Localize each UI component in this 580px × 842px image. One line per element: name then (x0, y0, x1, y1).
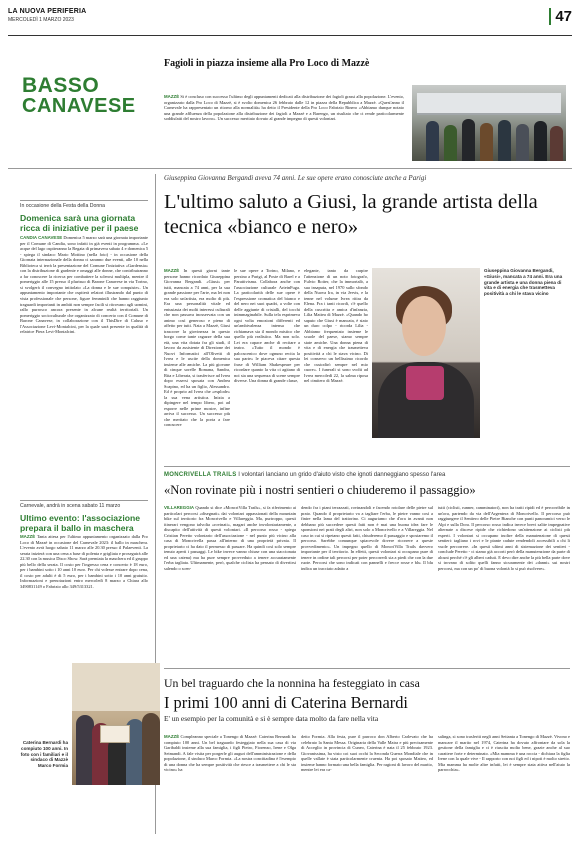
moncrivella-col1-text: Quando si dice «MoncriVilla Trails», si fa riferimento ai particolari percorsi «disegnati» dai volontari appassionati della mountain bike sul territorio fra Moncrivello e Villareggia. Ma, purtroppo, questi itinerari vengono talvolta «rovinati», magari anche involontariamente, a discapito dell'attività di questi volontari. «Il percorso rosso - spiega Cristian Peretto volontario dell'associazione - nel punto più vicino alla casa di Moncrivella passa all'interno di una proprietà privata. Il proprietario ci ha dato il permesso di passare. Ha quindi così solo sempre tenuto aperti i passaggi. Le bike invece vanno chiuse con una staccionata ed una catena) ma ha pure sempre provveduto a tenere accuratamente l'erba tagliata. Ultimamente, però, qualche ciclista ha pensato di divertirsi salendo o scen- (164, 505, 296, 572)
issue-date: MERCOLEDÌ 1 MARZO 2023 (8, 17, 74, 23)
caterina-photo-caption: Caterina Bernardi ha compiuto 100 anni. In foto con i familiari e il sindaco di Mazzè Marco Formia (20, 740, 68, 769)
room-wall (72, 663, 160, 711)
moncrivella-column-2: dendo fra i piani terrazzati, rovinandoli e facendo rotolare delle pietre sul prato. Quando il proprietario va a tagliare l'erba, le pietre vanno così a finire nella lama del trattorino. Ci auguriamo che d'ora in avanti non debbano più succedere questi fatti non è mai una buona idea fare le sponsioni nei prati degli altri, non solo a Moncrivello e a Villareggia. Nel caso in cui si ripetano questi fatti, chiuderemo il passaggio e spostaremo il percorso. Sarebbe comunque spiacevole dovere ricorrere a queste provvedimento». Un impegno quello di MoncriVilla Trails davvero importante per il territorio. In effetti, questi volontari si occupano pure di tenere in ordine tali percorsi per poter percorrerli sia a piedi che con la due ruote. Percorsi che sono indicati con pannelli e frecce rosse e blu. Il blu indica un tracciato adatto a (301, 505, 433, 572)
portrait-scarf (406, 366, 444, 400)
divider (164, 668, 570, 669)
fagioli-headline: Fagioli in piazza insieme alla Pro Loco di Mazzè (164, 58, 370, 69)
fagioli-body-text: Si è concluso con successo l'ultimo degli appuntamenti dedicati alla distribuzione dei fagioli grassi alla popolazione. L'evento, organizzato dalla Pro Loco di Mazzè, si è svolto domenica 26 febbraio dalle 12 in piazza della Repubblica a Mazzè. «Quest'anno il Carnevale ha rappresentato un ritorno alla normalità» ha detto il Presidente della Pro Loco Fabrizio Rinero «Abbiamo dunque notato una grande affluenza della popolazione alla distribuzione dei fagioli a Mazzè e a Barengo, un risultato che ci rende particolarmente soddisfatti del nostro lavoro». Un successo meritato dovuto al grande impegno di questi volontari. (164, 94, 404, 122)
section-name-line2: CANAVESE (22, 95, 136, 117)
volunteer-figure (498, 120, 511, 161)
giusi-col1-text: In questi giorni tante persone hanno ricordato Giuseppina Giovanna Bergandi. «Giusi» per tutti, mancata a 74 anni, per la sua grande passione per l'arte, ma lei non era solo un'artista, era molto di più. Era una personalità vitale ed entusiasta dei molti interessi culturali che non passava inosservata con un animo così generoso e pieno di affetto per tutti. Nata a Mazzè, Giusi trascorre la giovinezza in questo borgo come tante ragazze della sua età, una vita dotata fra gli studi, il lavoro da assistente di Direzione dei Nuovi Informatici all'Olivetti di Ivrea e le uscite della domenica insieme alle amiche. La più giovane di cinque sorelle Romana, Sandra, Rita e Liberata, si trasferisce ad Ivrea dopo essersi sposata con Andrea Scapino, ed ha un figlio, Alessandro. Ed è proprio ad Ivrea che «esplode» la sua vena artistica. Inizia a dipingere nel tempo libero, poi ad esporre nelle prime mostre, infine arriva il successo. Un successo più che meritato che la porta a fare conoscere (164, 268, 230, 427)
moncrivella-kicker: I volontari lanciano un grido d'aiuto visto che ignoti danneggiano spesso l'area (238, 472, 446, 478)
volunteer-figure (462, 119, 475, 161)
masthead (8, 6, 572, 36)
caterina-figure (108, 737, 128, 785)
volunteer-figure (480, 123, 493, 161)
carnevale-header (20, 500, 148, 533)
gazebo (417, 93, 561, 115)
carnevale-body (20, 534, 148, 589)
volunteer-figure (550, 126, 563, 161)
volunteer-figure (444, 125, 457, 161)
domenica-body-text: Domenica 5 marzo sarà una giornata importante per il Comune di Candia, sono infatti in già eventi in programma. «Le acque del lago ospiteranno la Regata di primavera sabato 4 e domenica 5 - spiega il sindaco Mario Mottino (nella foto) - in occasione della Giornata internazionale della donna ci saranno due eventi, alle 10 nella Biblioteca si terrà la presentazione del Comune l'iniziativa «Gardensia» con la distribuzione di gardenie e omaggi alle donne, che contribuiranno a far conoscere la ricerca per combattere la sclerosi multipla, mentre il pomeriggio alle 15 presso il plurisuo di Barone Canavese in via Torino, si svolgerà il convegno intitolato «La donna e le sue conquiste». Un appuntamento importante che ospiterà relatori illustrando dal punto di vista professionale che persone, figure femminili che hanno raggiunto traguardi importanti in ambiti non sempre facili si ritrovano agli uomini, rallo purrosco ancora presente in alcune realtà territoriali. Un pomeriggio socioculturale che organizzato di concerto con il Comune di Barone Canavese, in collaborazione con il ThisDire di Caluso e l'Associazione Levi-Montalcini, per la quale sarà presente in qualità di relatrice Piera Levi-Montalcini. (20, 235, 149, 335)
carnevale-headline: Ultimo evento: l'associazione prepara il ballo in maschera (20, 513, 140, 533)
caterina-photo (72, 663, 160, 785)
moncrivella-tag: MONCRIVELLA TRAILS (164, 472, 237, 478)
birthday-cake (100, 725, 130, 743)
caterina-column-1 (164, 734, 296, 773)
moncrivella-column-1 (164, 505, 296, 572)
volunteer-figure (426, 121, 439, 161)
caterina-location: MAZZÈ (164, 734, 180, 739)
giusi-column-3: elegante, tanto da carpire l'attenzione di un noto fotografo, Fulvio Roiter, che la immortalò, a sua insaputa, nel 1970 sullo sfondo della Nuova Ira, in via Jervis, e la tenne nel volume Ivrea ritira da Elena. Fra i tanti ricordi, c'è quello della cuscritta e amica d'infanzia, Lilia Mattea di Mazzè. «Quando ho saputo che Giusi è mancata, è stato un duro colpo - ricorda Lilia - Abbiamo frequentato insieme le scuole del paese, siamo sempre state amiche. Una donna piena di vita e di energia che trasmetteva positività a chi le stava vicino. Di lei conservo un bellissimo ricordo che custodirò sempre nel mio cuore». I funerali si sono svolti ad Ivrea mercoledì 22, la salma riposa nel cimitero di Mazzè. (304, 268, 368, 383)
moncrivella-location: VILLAREGGIA (164, 505, 195, 510)
carnevale-location: MAZZÈ (20, 534, 36, 539)
divider (8, 168, 572, 169)
caterina-dek: E' un esempio per la comunità e si è sempre data molto da fare nella vita (164, 714, 379, 723)
section-name-line1: BASSO (22, 74, 100, 97)
giusi-location: MAZZÈ (164, 268, 180, 273)
caterina-col1-text: Compleanno speciale a Tonengo di Mazzè: Caterina Bernardi ha compiuto 100 anni. Un bel traguardo festeggiato nella sua casa di via Garibaldi insieme alla sua famiglia, i figli Pietro, Fiorenzo, Irene e Olga Seimandi. A fale visita per porgerle gli auguri dell'amministrazione e della popolazione, il sindaco Marco Formia. «La nostra concittadina è l'esempio di una donna che ha sempre positività che riesce a trasmettere a chi le sta vicino» ha (164, 734, 296, 773)
moncrivella-kicker-line (164, 472, 570, 478)
giusi-photo-caption: Giuseppina Giovanna Bergandi, «Giusi», mancata a 74 anni. Era una grande artista e una donna piena di vita e di energia che trasmetteva positività a chi le stava vicino (484, 268, 563, 297)
fagioli-photo (412, 85, 566, 161)
caterina-column-2: detto Formia. Alla festa, pure il parroco don Alberto Carlevato che ha celebrato la Santa Messa. Originaria della Valle Maira e più precisamente di Acceglio in provincia di Cuneo, Caterina è nata il 25 febbraio 1923. Giovanissima, ha visto coi suoi occhi la Seconda Guerra Mondiale che in quelle vallate è stata particolarmente cruenta. Ha poi sposato Matteo, ed insieme hanno formato una bella famiglia. Per ragioni di lavoro del marito, mentre lei era ca- (301, 734, 433, 773)
domenica-location: CANDIA CANAVESE (20, 235, 63, 240)
carnevale-body-text: Tanta attesa per l'ultimo appuntamento organizzato dalla Pro Loco di Mazzè in occasione del Carnevale 2023: il ballo in maschera. L'evento avrà luogo sabato 11 marzo alle 20.30 presso il Palaeventi. La serata inizierà con una cena a base di polenta e grigliata e proseguirà alle 22.30 con la musica Disco Show. Sarà premiata la maschera ed il gruppo più bello della serata. Il costo per l'ingresso cena e concerto è 18 euro, per i bambini sotto i 10 anni 10 euro. Per chi volesse entrare dopo cena, il costo per adulti è di 5 euro, per i bambini sotto i 10 anni gratuito. Informazioni e prenotazioni entro mercoledì 8 marzo a Chiara allo 3490831149 o Fabrizio allo 349/5313321. (20, 534, 148, 589)
giusi-column-2: le sue opere a Torino, Milano, e persino a Parigi, al Poste di Barel e a Parattivisma. Collabora anche con l'associazione culturale ArteinFuga. La particolarità delle sue opere è l'espressione cromatica del bianco e del nero nei suoi quadri, a volte con delle aggiunte di cristalli, del tocchi inimmaginabile. Sulla tela esprimeva ogni volta emozioni differenti ed un'ambivalenza intensa che richiamava sia il mondo mistico che quello più realistico. Ma non solo. Lei era capace anche di recitare a teatro. «Tutto il mondo è palcoscenico dove ognuno recita la sua parte» le piaceva citare questa frase di William Shakespeare per ricordare quanto la vita ci agitano di noi sia una sequenza di scene sempre diverse. Una donna di grande classe, (234, 268, 300, 383)
fagioli-location: MAZZÈ (164, 94, 180, 99)
section-banner (22, 76, 147, 154)
family-member-figure (142, 713, 160, 785)
volunteer-figure (534, 121, 547, 161)
domenica-header (20, 200, 148, 233)
caterina-subtitle: Un bel traguardo che la nonnina ha festeggiato in casa (164, 676, 420, 690)
giusi-column-1 (164, 268, 230, 428)
carnevale-kicker: Carnevale, andrà in scena sabato 11 marzo (20, 500, 148, 511)
newspaper-name: LA NUOVA PERIFERIA (8, 8, 87, 15)
page-number: 47 (549, 8, 572, 25)
caterina-column-3: salinga, si sono trasferiti negli anni Settanta a Tonengo di Mazzè. Vivono e mancare il marito nel 1974, Caterina ha dovuto affrontare da sola la gestione della famiglia e ci è riuscita molto bene, grazie anche al suo carattere forte e determinato. «Mia mamma è una roccia - dichiara la figlia Irene con la quale vive - Il rapporto con noi figli ed i nipoti è molto stretto. Mia mamma ha molte altre infatti, lei è sempre stata attiva nell'aiuto la parrocchia». (438, 734, 570, 773)
giusi-portrait (372, 268, 480, 438)
caterina-headline: I primi 100 anni di Caterina Bernardi (164, 693, 408, 712)
domenica-body (20, 235, 148, 335)
moncrivella-column-3: tutti (ciclisti, runner, camminatori), non ha tratti ripidi ed è percorribile in un'ora, partendo da via dell'Argentera di Moncrivello. Il percorso può raggiungere il Sentiero delle Pietre Bianche con punti panoramici verso le Alpi e sulla Dora. Il percorso rosso indica invece brevi salite impegnative alternate a discese ripide che richiedono un'attenzione ai ciclisti più esperti. I volontari si occupano inoltre della manutenzione di questi sentieri: tagliano i rovi e le piante cadute rendendoli accessibili a chi li vuole percorrere. «In questi ultimi anni di sistemazione dei sentieri - conclude Peretto - ci siamo già accorti però della manutenzione da parte di alcuni perché c'è gli alberi caduti. E devo dire anche la più bella parte dove si trovano di solito quelli fanno sicuramente dei «danni» sui nostri percorsi, ma con un po' di buona volontà lo si può risolvere». (438, 505, 570, 572)
fagioli-body (164, 94, 404, 122)
portrait-face (402, 296, 446, 356)
domenica-headline: Domenica sarà una giornata ricca di iniziative per il paese (20, 213, 139, 233)
domenica-kicker: In occasione della Festa della Donna (20, 200, 148, 211)
volunteer-figure (516, 124, 529, 161)
divider (164, 466, 570, 467)
giusi-headline: L'ultimo saluto a Giusi, la grande artista della tecnica «bianco e nero» (164, 191, 538, 238)
moncrivella-headline: «Non rovinate più i nostri sentieri o chiuderemo il passaggio» (164, 483, 476, 497)
giusi-kicker: Giuseppina Giovanna Bergandi aveva 74 anni. Le sue opere erano conosciute anche a Parigi (164, 174, 427, 182)
